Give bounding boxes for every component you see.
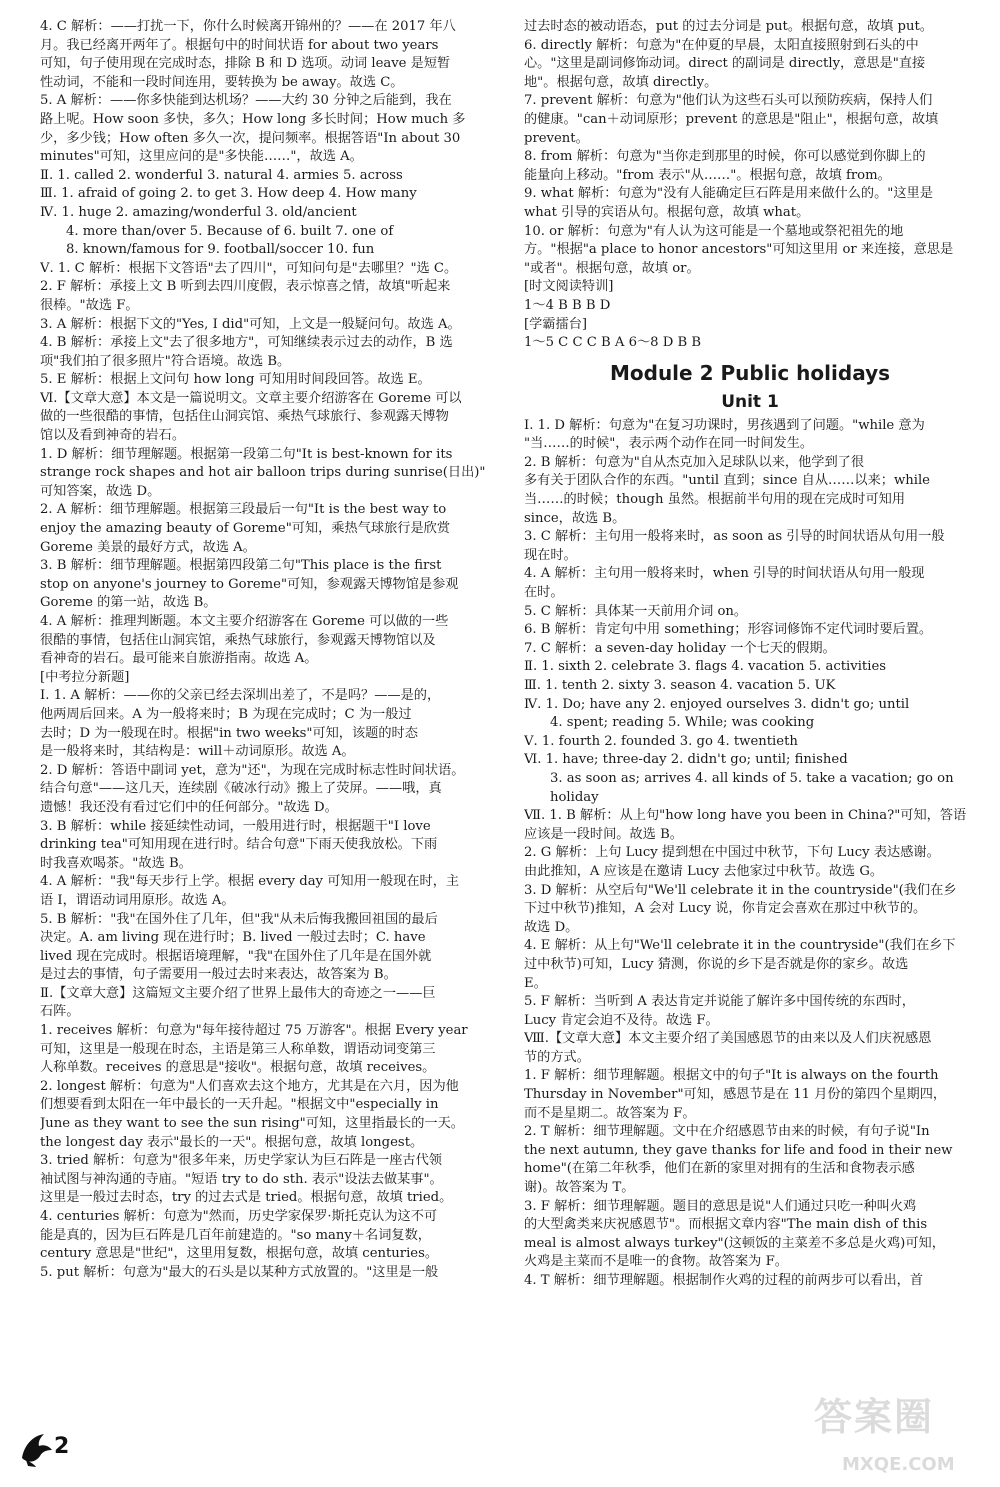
text-line: 4. C 解析：——打扰一下，你什么时候离开锦州的？——在 2017 年八 [40,19,456,34]
text-line: 4. T 解析：细节理解题。根据制作火鸡的过程的前两步可以看出，首 [524,1273,924,1288]
text-line: minutes"可知，这里应问的是"多快能……"，故选 A。 [40,149,363,165]
text-line: 的大型禽类来庆祝感恩节"。而根据文章内容"The main dish of this [524,1217,928,1233]
text-line: 谢)。故答案为 T。 [524,1180,635,1196]
text-line: 故选 D。 [524,919,579,935]
text-line: 5. C 解析：具体某一天前用介词 on。 [524,603,748,619]
text-line: Goreme 美景的最好方式，故选 A。 [40,539,256,555]
text-line: Ⅰ. 1. A 解析：——你的父亲已经去深圳出差了，不是吗？——是的， [40,688,441,704]
text-line: Ⅱ. 1. called 2. wonderful 3. natural 4. armies 5. across [40,167,403,183]
text-line: 4. centuries 解析：句意为"然而，历史学家保罗·斯托克认为这不可 [40,1209,438,1224]
text-line: Ⅵ.【文章大意】本文是一篇说明文。文章主要介绍游客在 Goreme 可以 [40,390,462,406]
text-line: 2. T 解析：细节理解题。文中在介绍感恩节由来的时候，有句子说"In [524,1124,930,1140]
text-line: "当……的时候"，表示两个动作在同一时间发生。 [524,436,814,452]
text-line: 在时。 [524,585,564,601]
text-line: June as they want to see the sun rising"可知，这里指最长的一天。 [40,1116,464,1132]
text-line: 3. D 解析：从空后句"We'll celebrate it in the countryside"(我们在乡 [524,882,957,898]
text-line: 火鸡是主菜而不是唯一的食物。故答案为 F。 [524,1254,788,1270]
text-line: 很棒。"故选 F。 [40,297,139,313]
text-line: 这里是一般过去时态，try 的过去式是 tried。根据句意，故填 tried。 [40,1190,453,1206]
text-line: Ⅴ. 1. fourth 2. founded 3. go 4. twentieth [524,733,798,749]
right-column-top [524,18,976,353]
left-column [40,18,510,1282]
text-line: the longest day 表示"最长的一天"。根据句意，故填 longest。 [40,1134,424,1150]
text-line: lived 现在完成时。根据语境理解，"我"在国外住了几年是在国外就 [40,948,432,964]
watermark [812,1395,992,1482]
text-line: 1～5 C C C B A 6～8 D B B [524,335,702,351]
text-line: 而不是星期二。故答案为 F。 [524,1105,696,1121]
text-line: 2. B 解析：句意为"自从杰克加入足球队以来，他学到了很 [524,454,865,470]
text-line: strange rock shapes and hot air balloon trips during sunrise(日出)" [40,465,486,481]
text-line: Ⅶ. 1. B 解析：从上句"how long have you been in China?"可知，答语 [524,808,967,824]
text-line: 去时；D 为一般现在时。根据"in two weeks"可知，该题的时态 [40,725,418,741]
text-line: Ⅰ. 1. D 解析：句意为"在复习功课时，男孩遇到了问题。"while 意为 [524,417,925,433]
text-line: 很酷的事情，包括住山洞宾馆，乘热气球旅行，参观露天博物馆以及 [40,632,436,648]
text-line: stop on anyone's journey to Goreme"可知，参观露天博物馆是参观 [40,576,459,592]
text-line: 结合句意"——这几天，连续剧《破冰行动》搬上了荧屏。——哦，真 [40,781,442,797]
text-line: 1. F 解析：细节理解题。根据文中的句子"It is always on the fourth [524,1068,939,1084]
text-line: 6. directly 解析：句意为"在仲夏的早晨，太阳直接照射到石头的中 [524,37,919,53]
text-line: 可知答案，故选 D。 [40,483,161,499]
text-line: 3. C 解析：主句用一般将来时，as soon as 引导的时间状语从句用一般 [524,529,945,545]
text-line: 2. G 解析：上句 Lucy 提到想在中国过中秋节，下句 Lucy 表达感谢。 [524,845,940,861]
text-line: holiday [550,789,599,805]
text-line: 4. A 解析：推理判断题。本文主要介绍游客在 Goreme 可以做的一些 [40,614,449,629]
text-line: Ⅳ. 1. Do; have any 2. enjoyed ourselves 3. didn't go; until [524,696,910,712]
text-line: 现在时。 [524,547,577,563]
text-line: drinking tea"可知用现在进行时。结合句意"下雨天使我放松。下雨 [40,837,438,853]
text-line: enjoy the amazing beauty of Goreme"可知，乘热气球旅行是欣赏 [40,521,451,537]
text-line: 方。"根据"a place to honor ancestors"可知这里用 or 来连接，意思是 [524,242,954,258]
text-line: [中考拉分新题] [40,669,130,685]
text-line: 1. D 解析：细节理解题。根据第一段第二句"It is best-known for its [40,446,453,462]
text-line: Goreme 的第一站，故选 B。 [40,595,217,611]
text-line: 1～4 B B B D [524,297,611,313]
right-column [524,18,976,1291]
text-line: 3. B 解析：细节理解题。根据第四段第二句"This place is the first [40,558,442,574]
text-line: 馆以及看到神奇的岩石。 [40,428,186,444]
text-line: Ⅷ.【文章大意】本文主要介绍了美国感恩节的由来以及人们庆祝感恩 [524,1031,932,1047]
text-line: 3. A 解析：根据下文的"Yes, I did"可知，上文是一般疑问句。故选 A。 [40,316,461,332]
text-line: 1. receives 解析：句意为"每年接待超过 75 万游客"。根据 Every year [40,1023,468,1039]
text-line: 人称单数。receives 的意思是"接收"。根据句意，故填 receives。 [40,1060,436,1076]
text-line: E。 [524,975,547,991]
text-line: 他两周后回来。A 为一般将来时；B 为现在完成时；C 为一般过 [40,706,412,722]
text-line: 能量向上移动。"from 表示"从……"。根据句意，故填 from。 [524,167,891,183]
text-line: 4. A 解析：主句用一般将来时，when 引导的时间状语从句用一般现 [524,566,925,582]
text-line: the next autumn, they gave thanks for life and food in their new [524,1142,953,1158]
text-line: 过去时态的被动语态，put 的过去分词是 put。根据句意，故填 put。 [524,19,933,34]
module-title: Module 2 Public holidays [609,360,891,385]
text-line: "或者"。根据句意，故填 or。 [524,260,700,276]
text-line: 的健康。"can＋动词原形；prevent 的意思是"阻止"，根据句意，故填 [524,111,939,127]
page-number: 2 [54,1434,70,1459]
watermark-brand: 答案圈 [814,1395,935,1439]
text-line: 5. E 解析：根据上文问句 how long 可知用时间段回答。故选 E。 [40,372,431,388]
text-line: 过中秋节)可知，Lucy 猜测，你说的乡下是否就是你的家乡。故选 [524,956,909,972]
text-line: 看神奇的岩石。最可能来自旅游指南。故选 A。 [40,651,318,667]
text-line: Ⅱ. 1. sixth 2. celebrate 3. flags 4. vacation 5. activities [524,659,887,675]
text-line: 2. longest 解析：句意为"人们喜欢去这个地方，尤其是在六月，因为他 [40,1078,459,1094]
text-line: 6. B 解析：肯定句中用 something；形容词修饰不定代词时要后置。 [524,622,933,638]
text-line: 3. B 解析：while 接延续性动词，一般用进行时，根据题干"I love [40,818,431,834]
text-line: 可知，这里是一般现在时态，主语是第三人称单数，谓语动词变第三 [40,1041,436,1057]
text-line: 能是真的，因为巨石阵是几百年前建造的。"so many＋名词复数， [40,1227,431,1243]
text-line: 可知，句子使用现在完成时态，排除 B 和 D 选项。动词 leave 是短暂 [40,56,451,72]
text-line: 语 I，谓语动词用原形。故选 A。 [40,892,235,908]
right-column-bottom [524,417,976,1291]
text-line: 3. tried 解析：句意为"很多年来，历史学家认为巨石阵是一座古代领 [40,1153,442,1169]
text-line: 多有关于团队合作的东西。"until 直到；since 自从……以来；while [524,473,930,489]
text-line: 是一般将来时，其结构是：will＋动词原形。故选 A。 [40,744,355,760]
text-line: 袖试图与神沟通的寺庙。"短语 try to do sth. 表示"设法去做某事"。 [40,1171,443,1187]
text-line: 遗憾！我还没有看过它们中的任何部分。"故选 D。 [40,799,338,815]
text-line: prevent。 [524,130,589,146]
text-line: 由此推知，A 应该是在邀请 Lucy 去他家过中秋节。故选 G。 [524,863,884,879]
text-line: 10. or 解析：句意为"有人认为这可能是一个墓地或祭祀祖先的地 [524,223,904,239]
text-line: 项"我们拍了很多照片"符合语境。故选 B。 [40,353,291,369]
text-line: 们想要看到太阳在一年中最长的一天升起。"根据文中"especially in [40,1097,439,1113]
text-line: 应该是一段时间。故选 B。 [524,826,683,842]
text-line: meal is almost always turkey"(这顿饭的主菜差不多总是火鸡)可知， [524,1235,945,1251]
text-line: 4. E 解析：从上句"We'll celebrate it in the countryside"(我们在乡下 [524,938,956,954]
text-line: 2. A 解析：细节理解题。根据第三段最后一句"It is the best way to [40,502,447,518]
text-line: century 意思是"世纪"，这里用复数，根据句意，故填 centuries。 [40,1246,439,1262]
text-line: 3. as soon as; arrives 4. all kinds of 5. take a vacation; go on [550,770,954,786]
page-number-block [18,1428,78,1468]
text-line: 5. put 解析：句意为"最大的石头是以某种方式放置的。"这里是一般 [40,1264,439,1280]
text-line: Ⅵ. 1. have; three-day 2. didn't go; until; finished [524,752,848,768]
text-line: 时我喜欢喝茶。"故选 B。 [40,855,192,871]
text-line: [时文阅读特训] [524,279,614,295]
text-line: Ⅴ. 1. C 解析：根据下文答语"去了四川"，可知问句是"去哪里？"选 C。 [40,260,458,276]
text-line: Ⅲ. 1. tenth 2. sixty 3. season 4. vacation 5. UK [524,678,836,693]
text-line: 9. what 解析：句意为"没有人能确定巨石阵是用来做什么的。"这里是 [524,186,933,202]
text-line: 路上呢。How soon 多快，多久；How long 多长时间；How much 多 [40,111,466,127]
text-line: 8. known/famous for 9. football/soccer 10. fun [66,242,375,258]
text-line: 心。"这里是副词修饰动词。direct 的副词是 directly，意思是"直接 [524,56,926,72]
text-line: Ⅲ. 1. afraid of going 2. to get 3. How deep 4. How many [40,186,417,202]
text-line: 4. A 解析："我"每天步行上学。根据 every day 可知用一般现在时，主 [40,874,460,890]
text-line: 7. C 解析：a seven-day holiday 一个七天的假期。 [524,640,836,656]
text-line: 5. A 解析：——你多快能到达机场？——大约 30 分钟之后能到，我在 [40,93,452,109]
text-line: 5. B 解析："我"在国外住了几年，但"我"从未后悔我搬回祖国的最后 [40,911,438,927]
watermark-url: MXQE.COM [842,1454,955,1475]
text-line: 节的方式。 [524,1049,590,1065]
text-line: 5. F 解析：当听到 A 表达肯定并说能了解许多中国传统的东西时， [524,994,915,1010]
text-line: [学霸擂台] [524,316,588,332]
text-line: 4. more than/over 5. Because of 6. built 7. one of [66,223,394,239]
text-line: 是过去的事情，句子需要用一般过去时来表达，故答案为 B。 [40,967,397,983]
text-line: Ⅳ. 1. huge 2. amazing/wonderful 3. old/ancient [40,204,357,220]
text-line: 做的一些很酷的事情，包括住山洞宾馆、乘热气球旅行、参观露天博物 [40,409,449,425]
text-line: 少，多少钱；How often 多久一次，提问频率。根据答语"In about 30 [40,130,461,146]
text-line: 3. F 解析：细节理解题。题目的意思是说"人们通过只吃一种叫火鸡 [524,1198,917,1214]
text-line: 下过中秋节)推知，A 会对 Lucy 说，你肯定会喜欢在那过中秋节的。 [524,901,927,917]
text-line: Thursday in November"可知，感恩节是在 11 月份的第四个星期四， [524,1087,947,1103]
text-line: 石阵。 [40,1004,80,1020]
text-line: Lucy 肯定会迫不及待。故选 F。 [524,1012,719,1028]
text-line: 决定。A. am living 现在进行时；B. lived 一般过去时；C. have [40,930,426,946]
dolphin-icon [18,1428,56,1468]
text-line: 8. from 解析：句意为"当你走到那里的时候，你可以感觉到你脚上的 [524,149,926,165]
text-line: 4. B 解析：承接上文"去了很多地方"，可知继续表示过去的动作，B 选 [40,335,453,351]
text-line: Ⅱ.【文章大意】这篇短文主要介绍了世界上最伟大的奇迹之一——巨 [40,985,436,1001]
text-line: 2. D 解析：答语中副词 yet，意为"还"，为现在完成时标志性时间状语。 [40,762,465,778]
text-line: 2. F 解析：承接上文 B 听到去四川度假，表示惊喜之情，故填"听起来 [40,279,451,295]
text-line: 4. spent; reading 5. While; was cooking [550,715,815,731]
text-line: 性动词，不能和一段时间连用，要转换为 be away。故选 C。 [40,74,404,90]
text-line: home"(在第二年秋季，他们在新的家里对拥有的生活和食物表示感 [524,1161,915,1177]
text-line: 7. prevent 解析：句意为"他们认为这些石头可以预防疾病，保持人们 [524,93,933,109]
text-line: 当……的时候；though 虽然。根据前半句用的现在完成时可知用 [524,492,906,508]
text-line: 月。我已经离开两年了。根据句中的时间状语 for about two years [40,37,439,53]
text-line: 地"。根据句意，故填 directly。 [524,74,718,90]
text-line: what 引导的宾语从句。根据句意，故填 what。 [524,204,810,220]
text-line: since，故选 B。 [524,510,626,526]
unit-title: Unit 1 [721,391,779,412]
